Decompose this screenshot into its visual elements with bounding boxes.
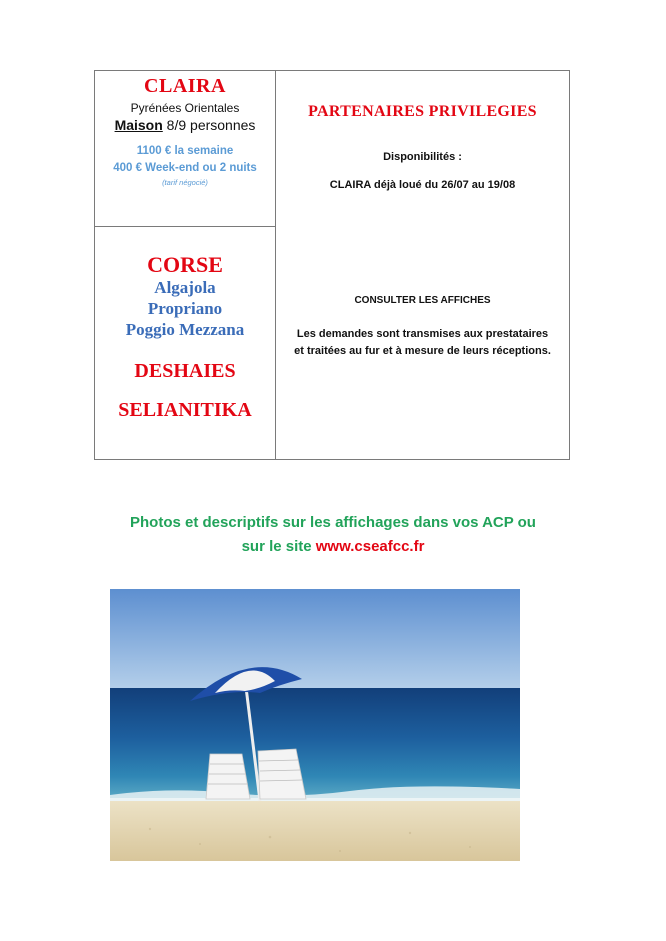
consult-posters-text: CONSULTER LES AFFICHES (354, 295, 491, 306)
beach-photo (110, 589, 520, 861)
claira-region: Pyrénées Orientales (130, 101, 240, 115)
offer-table (94, 70, 570, 460)
requests-note-line: Les demandes sont transmises aux prestataires (296, 328, 549, 340)
requests-note (276, 326, 569, 360)
price-weekend: 400 € Week-end ou 2 nuits (113, 162, 257, 174)
corse-place: Poggio Mezzana (125, 320, 245, 339)
partners-cell (276, 71, 569, 459)
maison-capacity: 8/9 personnes (162, 117, 256, 133)
availability-label: Disponibilités : (383, 151, 462, 163)
destinations-cell (95, 227, 275, 459)
photos-info-line-2 (0, 538, 666, 555)
claira-title: CLAIRA (144, 75, 226, 97)
tarif-note: (tarif négocié) (162, 178, 208, 187)
selianitika-title: SELIANITIKA (118, 399, 252, 421)
requests-note-line: et traitées au fur et à mesure de leurs réceptions. (294, 345, 551, 357)
partners-title: PARTENAIRES PRIVILEGIES (308, 103, 537, 120)
claira-capacity (95, 117, 275, 133)
corse-place: Algajola (154, 278, 216, 297)
corse-title: CORSE (147, 252, 223, 277)
site-prefix: sur le site (241, 538, 316, 555)
price-week: 1100 € la semaine (136, 145, 234, 157)
photos-info-line: Photos et descriptifs sur les affichages dans vos ACP ou (130, 514, 536, 531)
site-link[interactable]: www.cseafcc.fr (315, 538, 425, 555)
claira-cell (95, 71, 275, 226)
deshaies-title: DESHAIES (134, 360, 236, 382)
maison-word: Maison (114, 117, 163, 133)
corse-place: Propriano (147, 299, 223, 318)
availability-text: CLAIRA déjà loué du 26/07 au 19/08 (329, 179, 516, 191)
